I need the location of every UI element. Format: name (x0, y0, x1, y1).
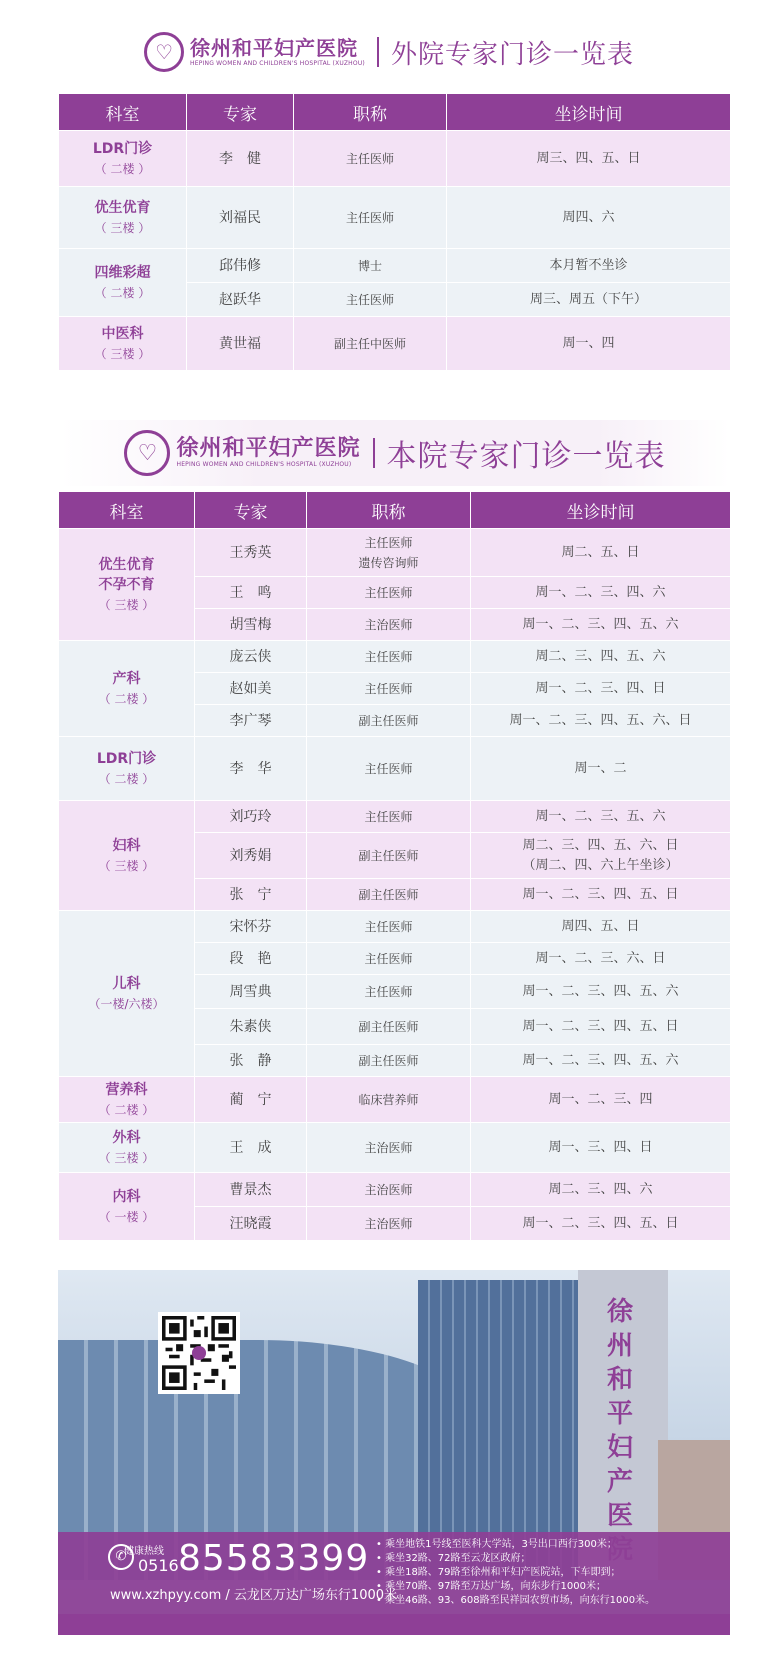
col-header-expert: 专家 (195, 492, 307, 529)
doctor-name: 周雪典 (195, 975, 307, 1009)
dept-name: 内科 (112, 1188, 141, 1205)
dept-cell (59, 737, 195, 801)
clinic-time: 周一、二、三、四、五、日 (471, 879, 731, 911)
doctor-title: 主治医师 (307, 1123, 471, 1173)
clinic-time: 本月暂不坐诊 (447, 249, 731, 283)
table-header-row (59, 94, 731, 131)
table-row (59, 911, 731, 943)
clinic-time: 周四、五、日 (471, 911, 731, 943)
dept-name-2: 不孕不育 (98, 576, 155, 593)
doctor-name: 段 艳 (195, 943, 307, 975)
hotline-number[interactable]: 85583399 (178, 1538, 370, 1579)
dept-floor: （ 二楼 ） (98, 771, 155, 786)
doctor-name: 李广琴 (195, 705, 307, 737)
internal-table-title: 本院专家门诊一览表 (386, 439, 666, 474)
external-expert-table (58, 93, 731, 371)
external-header (0, 22, 778, 82)
doctor-name: 刘秀娟 (195, 833, 307, 879)
doctor-title: 主任医师 (294, 131, 447, 187)
doctor-name: 王 成 (195, 1123, 307, 1173)
qr-code-icon (158, 1312, 240, 1394)
dept-cell (59, 641, 195, 737)
external-table-title: 外院专家门诊一览表 (390, 39, 634, 70)
doctor-title: 副主任医师 (307, 833, 471, 879)
hospital-logo-icon: ♡ (144, 32, 184, 72)
clinic-time: 周一、二、三、四、五、日 (471, 1009, 731, 1045)
clinic-time-line2: （周二、四、六上午坐诊） (522, 857, 679, 873)
doctor-title: 主任医师 (307, 641, 471, 673)
dept-floor: （ 二楼 ） (94, 161, 151, 176)
dept-name: 儿科 (112, 975, 141, 992)
clinic-time: 周一、二、三、四、日 (471, 673, 731, 705)
table-row (59, 641, 731, 673)
hospital-logo-icon: ♡ (124, 430, 170, 476)
route-item: • 乘坐18路、79路至徐州和平妇产医院站，下车即到； (376, 1567, 621, 1578)
table-header-row (59, 492, 731, 529)
doctor-title-line2: 遗传咨询师 (358, 555, 419, 570)
dept-name: 外科 (112, 1129, 141, 1146)
table-row (59, 801, 731, 833)
doctor-title: 主治医师 (307, 1207, 471, 1241)
doctor-name: 李 健 (187, 131, 294, 187)
dept-cell (59, 1173, 195, 1241)
dept-name: 营养科 (105, 1081, 148, 1098)
route-item: • 乘坐地铁1号线至医科大学站，3号出口西行300米； (376, 1539, 617, 1550)
dept-floor: （ 三楼 ） (98, 1150, 155, 1165)
clinic-time: 周一、二、三、六、日 (471, 943, 731, 975)
doctor-title: 主任医师 (307, 943, 471, 975)
table-row (59, 1123, 731, 1173)
doctor-title: 主任医师 (307, 801, 471, 833)
area-code: 0516 (138, 1556, 179, 1575)
dept-name: LDR门诊 (96, 750, 157, 767)
doctor-name: 张 宁 (195, 879, 307, 911)
doctor-title: 主任医师 (294, 283, 447, 317)
clinic-time: 周一、三、四、日 (471, 1123, 731, 1173)
col-header-dept: 科室 (59, 492, 195, 529)
transit-routes (376, 1538, 726, 1608)
hospital-building-photo (58, 1270, 730, 1635)
doctor-name: 王 鸣 (195, 577, 307, 609)
hospital-name-cn: 徐州和平妇产医院 (176, 436, 361, 461)
clinic-time: 周一、二 (471, 737, 731, 801)
dept-floor: （ 一楼 ） (98, 1209, 155, 1224)
website-address[interactable]: www.xzhpyy.com / 云龙区万达广场东行1000米 (110, 1588, 398, 1603)
hospital-name (190, 36, 365, 68)
doctor-title: 博士 (294, 249, 447, 283)
dept-floor: （ 二楼 ） (98, 691, 155, 706)
dept-cell (59, 529, 195, 641)
dept-name: 产科 (112, 670, 141, 687)
doctor-title: 主治医师 (307, 1173, 471, 1207)
clinic-time: 周二、五、日 (471, 529, 731, 577)
doctor-name: 李 华 (195, 737, 307, 801)
clinic-time: 周一、四 (447, 317, 731, 371)
doctor-name: 张 静 (195, 1045, 307, 1077)
doctor-title: 主任医师 (307, 975, 471, 1009)
col-header-title: 职称 (294, 94, 447, 131)
route-item: • 乘坐32路、72路至云龙区政府； (376, 1553, 531, 1564)
route-item: • 乘坐70路、97路至万达广场，向东步行1000米； (376, 1581, 606, 1592)
doctor-name: 蔺 宁 (195, 1077, 307, 1123)
doctor-name: 胡雪梅 (195, 609, 307, 641)
contact-band (58, 1532, 730, 1614)
clinic-time: 周一、二、三、四、五、六 (471, 1045, 731, 1077)
col-header-expert: 专家 (187, 94, 294, 131)
hotline-label: 健康热线 (124, 1546, 164, 1557)
dept-cell (59, 801, 195, 911)
doctor-name: 刘福民 (187, 187, 294, 249)
dept-cell (59, 911, 195, 1077)
dept-name: 优生优育 (98, 556, 155, 573)
route-item: • 乘坐46路、93、608路至民祥园农贸市场，向东行1000米。 (376, 1595, 656, 1606)
doctor-name: 黄世福 (187, 317, 294, 371)
vertical-hospital-sign: 徐州和平妇产医 (606, 1297, 633, 1531)
doctor-name: 宋怀芬 (195, 911, 307, 943)
dept-floor: （ 三楼 ） (94, 220, 151, 235)
doctor-name: 朱素侠 (195, 1009, 307, 1045)
clinic-time: 周三、周五（下午） (447, 283, 731, 317)
doctor-title (307, 529, 471, 577)
dept-cell (59, 187, 187, 249)
table-row (59, 1173, 731, 1207)
col-header-title: 职称 (307, 492, 471, 529)
table-row (59, 187, 731, 249)
clinic-time: 周四、六 (447, 187, 731, 249)
table-row (59, 1077, 731, 1123)
internal-expert-table (58, 491, 731, 1241)
clinic-time: 周一、二、三、四、五、六 (471, 609, 731, 641)
col-header-time: 坐诊时间 (471, 492, 731, 529)
table-row (59, 737, 731, 801)
doctor-name: 赵如美 (195, 673, 307, 705)
photo-bottom-strip (58, 1614, 730, 1635)
qr-code-graphic (162, 1316, 236, 1390)
col-header-time: 坐诊时间 (447, 94, 731, 131)
table-row (59, 529, 731, 577)
table-row (59, 131, 731, 187)
doctor-title: 临床营养师 (307, 1077, 471, 1123)
table-row (59, 249, 731, 283)
doctor-name: 邱伟修 (187, 249, 294, 283)
dept-floor: （ 二楼 ） (94, 285, 151, 300)
dept-name: 中医科 (101, 325, 144, 342)
doctor-title: 主治医师 (307, 609, 471, 641)
header-divider (377, 37, 379, 67)
dept-floor: （ 三楼 ） (98, 858, 155, 873)
dept-floor: （一楼/六楼） (88, 996, 165, 1011)
clinic-time: 周一、二、三、四、五、日 (471, 1207, 731, 1241)
doctor-title: 副主任医师 (307, 1045, 471, 1077)
doctor-name: 庞云侠 (195, 641, 307, 673)
clinic-time: 周二、三、四、五、六 (471, 641, 731, 673)
hospital-name-cn: 徐州和平妇产医院 (190, 36, 359, 60)
hospital-name-en: HEPING WOMEN AND CHILDREN'S HOSPITAL (XUZHOU) (176, 461, 352, 468)
dept-cell (59, 249, 187, 317)
clinic-time: 周一、二、三、四、五、六、日 (471, 705, 731, 737)
doctor-title: 副主任医师 (307, 705, 471, 737)
clinic-time: 周一、二、三、四 (471, 1077, 731, 1123)
clinic-time: 周一、二、三、四、五、六 (471, 975, 731, 1009)
doctor-title: 副主任医师 (307, 879, 471, 911)
dept-name: 妇科 (112, 837, 141, 854)
phone-icon: ✆ (108, 1544, 134, 1570)
doctor-title: 主任医师 (307, 911, 471, 943)
dept-floor: （ 三楼 ） (94, 346, 151, 361)
dept-name: 优生优育 (94, 199, 151, 216)
doctor-name: 汪晓霞 (195, 1207, 307, 1241)
dept-cell (59, 131, 187, 187)
clinic-time-line1: 周二、三、四、五、六、日 (522, 837, 679, 853)
hospital-name-en: HEPING WOMEN AND CHILDREN'S HOSPITAL (XUZHOU) (190, 60, 365, 67)
clinic-time: 周一、二、三、五、六 (471, 801, 731, 833)
doctor-title: 主任医师 (307, 577, 471, 609)
doctor-title: 副主任医师 (307, 1009, 471, 1045)
clinic-time: 周二、三、四、六 (471, 1173, 731, 1207)
dept-floor: （ 二楼 ） (98, 1102, 155, 1117)
clinic-time: 周三、四、五、日 (447, 131, 731, 187)
header-divider (373, 438, 375, 468)
doctor-name: 赵跃华 (187, 283, 294, 317)
dept-cell (59, 1077, 195, 1123)
table-row (59, 317, 731, 371)
doctor-title: 主任医师 (294, 187, 447, 249)
doctor-name: 王秀英 (195, 529, 307, 577)
doctor-name: 刘巧玲 (195, 801, 307, 833)
doctor-title: 主任医师 (307, 737, 471, 801)
hospital-name (176, 437, 360, 469)
internal-header (60, 420, 730, 486)
dept-floor: （ 三楼 ） (98, 597, 155, 612)
clinic-time: 周一、二、三、四、六 (471, 577, 731, 609)
dept-cell (59, 1123, 195, 1173)
dept-name: LDR门诊 (92, 140, 153, 157)
dept-cell (59, 317, 187, 371)
doctor-title: 副主任中医师 (294, 317, 447, 371)
col-header-dept: 科室 (59, 94, 187, 131)
doctor-title: 主任医师 (307, 673, 471, 705)
dept-name: 四维彩超 (94, 264, 151, 281)
doctor-name: 曹景杰 (195, 1173, 307, 1207)
doctor-title-line1: 主任医师 (364, 535, 413, 550)
clinic-time (471, 833, 731, 879)
